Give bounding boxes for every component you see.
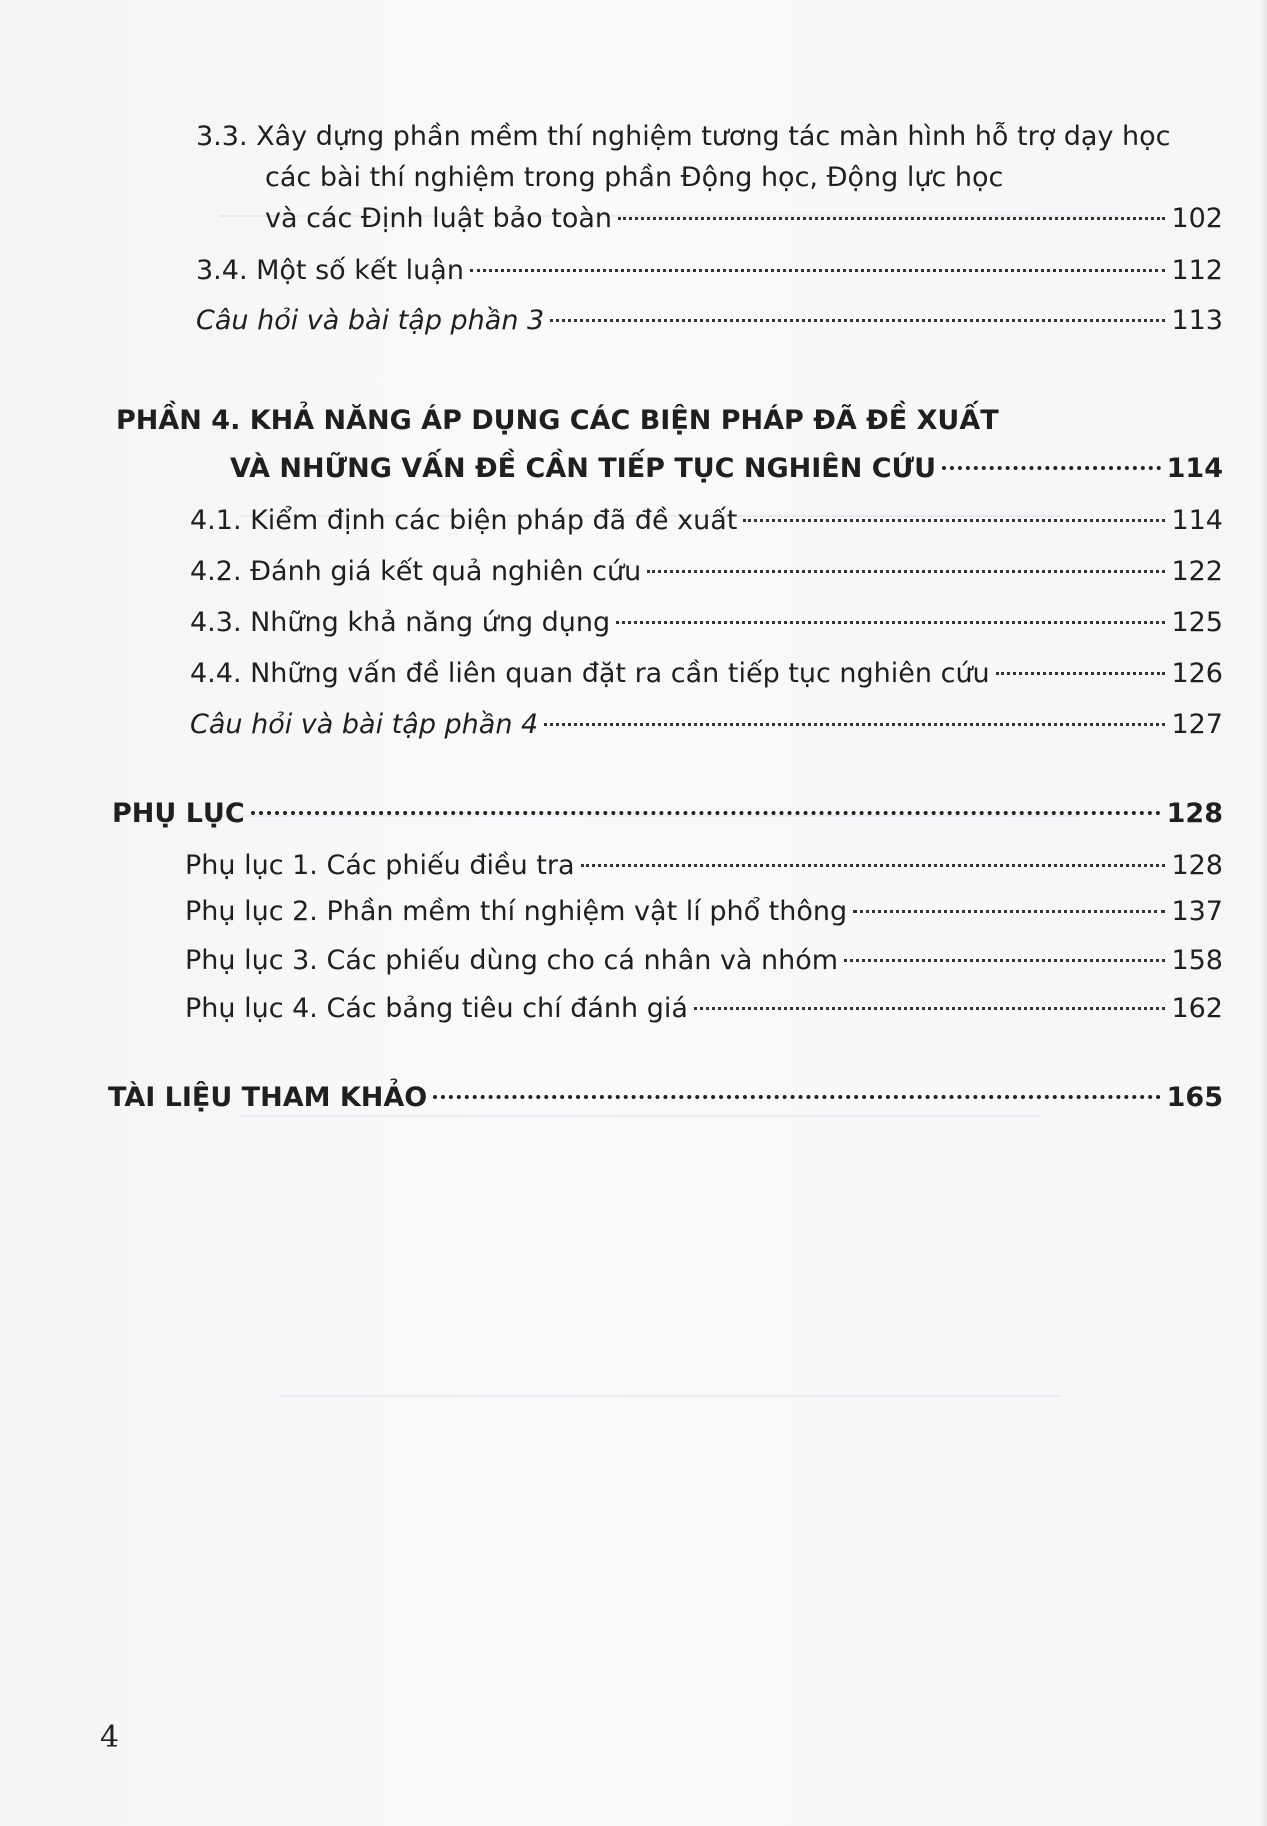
dot-leader (743, 519, 1165, 522)
toc-entry-3-3[interactable] (196, 120, 1223, 195)
toc-entry-label: TÀI LIỆU THAM KHẢO (108, 1082, 428, 1113)
toc-entry-questions-3[interactable] (196, 304, 1223, 338)
toc-entry-label: 3.4. Một số kết luận (196, 255, 464, 286)
dot-leader (544, 723, 1165, 726)
toc-entry-label: Câu hỏi và bài tập phần 3 (196, 305, 545, 336)
dot-leader (251, 811, 1161, 815)
page-number-ref: 113 (1171, 305, 1223, 336)
page-number-ref: 127 (1171, 709, 1223, 740)
toc-entry-line: và các Định luật bảo toàn (265, 203, 613, 234)
toc-entry-label: Phụ lục 3. Các phiếu dùng cho cá nhân và nhóm (185, 945, 839, 976)
toc-entry-label: Phụ lục 1. Các phiếu điều tra (185, 850, 575, 881)
dot-leader (616, 621, 1165, 624)
page-number-ref: 165 (1166, 1082, 1223, 1113)
page-number-ref: 122 (1171, 556, 1223, 587)
toc-entry-label: 4.4. Những vấn đề liên quan đặt ra cần tiếp tục nghiên cứu (190, 658, 990, 689)
dot-leader (647, 570, 1165, 573)
toc-entry-line: các bài thí nghiệm trong phần Động học, Động lực học (265, 162, 1004, 193)
toc-entry-label: Phụ lục 2. Phần mềm thí nghiệm vật lí phổ thông (185, 896, 848, 927)
toc-entry-4-4[interactable] (190, 657, 1223, 691)
page-number-ref: 126 (1171, 658, 1223, 689)
dot-leader (942, 466, 1161, 470)
page-number-ref: 158 (1171, 945, 1223, 976)
toc-entry-3-4[interactable] (196, 254, 1223, 288)
toc-entry-line: 3.3. Xây dựng phần mềm thí nghiệm tương tác màn hình hỗ trợ dạy học (196, 121, 1171, 152)
page-number-ref: 137 (1171, 896, 1223, 927)
toc-entry-label: Câu hỏi và bài tập phần 4 (190, 709, 539, 740)
dot-leader (618, 217, 1165, 220)
dot-leader (433, 1095, 1160, 1099)
toc-entry-4-1[interactable] (190, 504, 1223, 538)
toc-appendix-heading[interactable] (112, 797, 1223, 831)
toc-entry-label: 4.1. Kiểm định các biện pháp đã đề xuất (190, 505, 738, 536)
dot-leader (581, 864, 1166, 867)
dot-leader (550, 319, 1165, 322)
toc-entry-appendix-3[interactable] (185, 944, 1223, 978)
toc-part-4-heading-line2[interactable] (230, 452, 1223, 486)
toc-entry-3-3-last-line[interactable] (265, 202, 1223, 236)
page-number-ref: 125 (1171, 607, 1223, 638)
toc-entry-4-2[interactable] (190, 555, 1223, 589)
toc-references-heading[interactable] (108, 1081, 1223, 1115)
toc-entry-4-3[interactable] (190, 606, 1223, 640)
dot-leader (844, 959, 1165, 962)
toc-entry-appendix-4[interactable] (185, 992, 1223, 1026)
page-number-ref: 114 (1166, 453, 1223, 484)
page-number-ref: 162 (1171, 993, 1223, 1024)
page-number-ref: 128 (1166, 798, 1223, 829)
page-number-ref: 128 (1171, 850, 1223, 881)
page-number-ref: 114 (1171, 505, 1223, 536)
dot-leader (470, 269, 1166, 272)
toc-entry-appendix-2[interactable] (185, 895, 1223, 929)
toc-entry-questions-4[interactable] (190, 708, 1223, 742)
page-number-ref: 102 (1171, 203, 1223, 234)
toc-entry-appendix-1[interactable] (185, 849, 1223, 883)
toc-entry-label: 4.2. Đánh giá kết quả nghiên cứu (190, 556, 642, 587)
toc-entry-label: VÀ NHỮNG VẤN ĐỀ CẦN TIẾP TỤC NGHIÊN CỨU (230, 453, 937, 484)
dot-leader (694, 1007, 1166, 1010)
page-number-ref: 112 (1171, 255, 1223, 286)
dot-leader (996, 672, 1166, 675)
toc-entry-label: PHỤ LỤC (112, 798, 245, 829)
dot-leader (853, 910, 1165, 913)
page-number: 4 (100, 1720, 120, 1755)
toc-part-4-heading[interactable]: PHẦN 4. KHẢ NĂNG ÁP DỤNG CÁC BIỆN PHÁP ĐÃ ĐỀ XUẤT (116, 405, 999, 436)
toc-entry-label: 4.3. Những khả năng ứng dụng (190, 607, 611, 638)
toc-entry-label: Phụ lục 4. Các bảng tiêu chí đánh giá (185, 993, 688, 1024)
toc-entry-label (196, 120, 1171, 195)
